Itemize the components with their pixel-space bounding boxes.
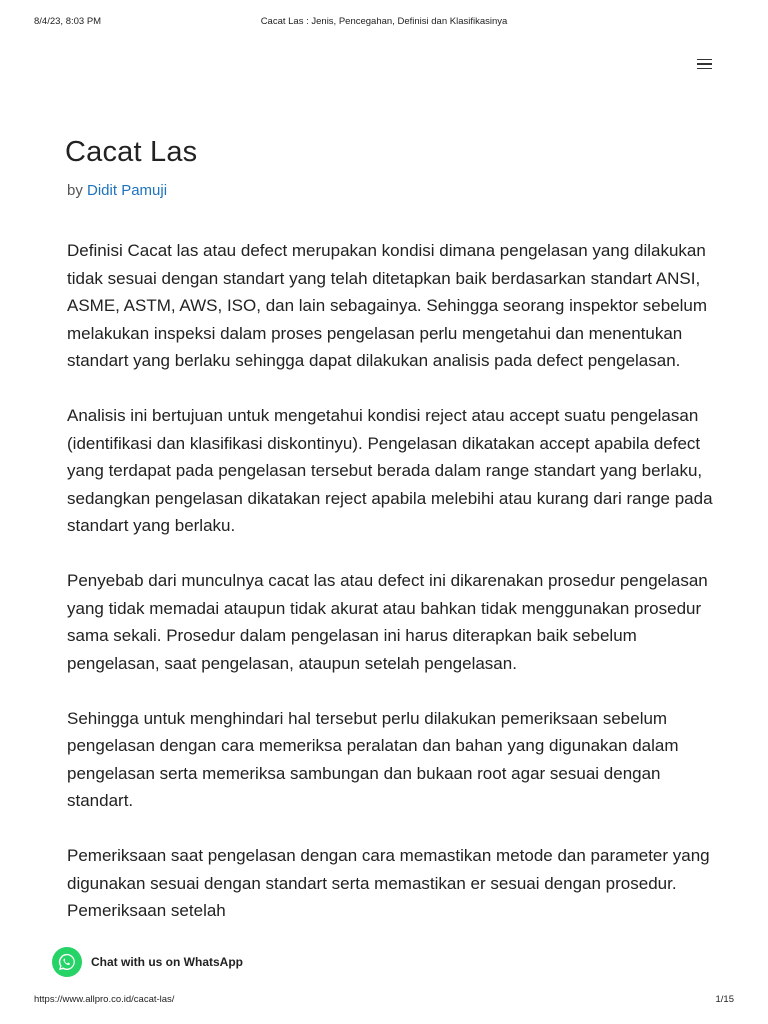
byline	[67, 182, 167, 199]
print-document-title: Cacat Las : Jenis, Pencegahan, Definisi dan Klasifikasinya	[260, 16, 508, 27]
page-number: 1/15	[715, 994, 734, 1005]
article-paragraph: Definisi Cacat las atau defect merupakan kondisi dimana pengelasan yang dilakukan tidak sesuai dengan standart yang telah ditetapkan baik berdasarkan standart ANSI, ASME, ASTM, AWS, ISO, dan lain sebagainya. Sehingga seorang inspektor sebelum melakukan inspeksi dalam proses pengelasan perlu mengetahui dan menentukan standart yang berlaku sehingga dapat dilakukan analisis pada defect pengelasan.	[67, 241, 708, 370]
page-title: Cacat Las	[65, 136, 198, 168]
article-paragraph: Pemeriksaan saat pengelasan dengan cara memastikan metode dan parameter yang digunakan sesuai dengan standart serta memastikan er sesuai dengan prosedur. Pemeriksaan setelah	[67, 846, 710, 920]
whatsapp-label: Chat with us on WhatsApp	[91, 955, 243, 969]
print-header	[34, 16, 734, 30]
print-datetime: 8/4/23, 8:03 PM	[34, 16, 102, 27]
whatsapp-icon	[52, 947, 82, 977]
article-paragraph: Penyebab dari munculnya cacat las atau defect ini dikarenakan prosedur pengelasan yang tidak memadai ataupun tidak akurat atau bahkan tidak menggunakan prosedur sama sekali. Prosedur dalam pengelasan ini harus diterapkan baik sebelum pengelasan, saat pengelasan, ataupun setelah pengelasan.	[67, 571, 708, 673]
whatsapp-chat-button[interactable]	[52, 946, 249, 978]
author-link[interactable]: Didit Pamuji	[87, 182, 168, 199]
article-paragraph: Sehingga untuk menghindari hal tersebut perlu dilakukan pemeriksaan sebelum pengelasan dengan cara memeriksa peralatan dan bahan yang digunakan dalam pengelasan serta memeriksa sambungan dan bukaan root agar sesuai dengan standart.	[67, 708, 679, 810]
article-body	[67, 237, 717, 952]
byline-prefix: by	[67, 182, 83, 199]
print-url: https://www.allpro.co.id/cacat-las/	[34, 994, 175, 1005]
hamburger-menu-icon[interactable]	[694, 55, 716, 73]
article-paragraph: Analisis ini bertujuan untuk mengetahui kondisi reject atau accept suatu pengelasan (identifikasi dan klasifikasi diskontinyu). Pengelasan dikatakan accept apabila defect yang terdapat pada pengelasan tersebut berada dalam range standart yang berlaku, sedangkan pengelasan dikatakan reject apabila melebihi atau kurang dari range pada standart yang berlaku.	[67, 406, 713, 535]
print-footer	[34, 994, 734, 1008]
